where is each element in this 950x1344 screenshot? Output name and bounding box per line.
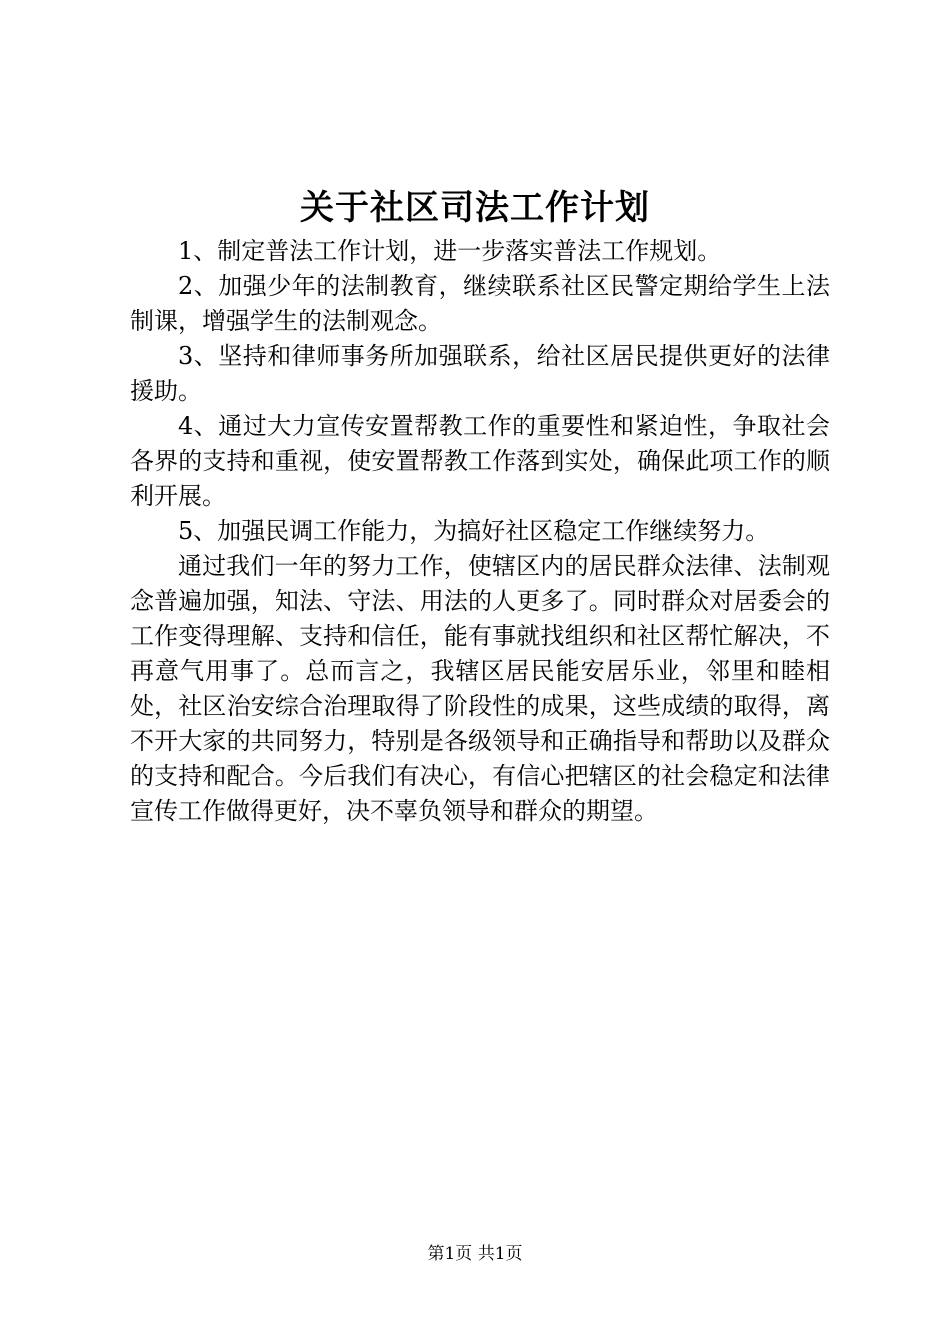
paragraph-item-2: 2、加强少年的法制教育，继续联系社区民警定期给学生上法制课，增强学生的法制观念。 — [130, 272, 830, 335]
document-title: 关于社区司法工作计划 — [300, 188, 650, 228]
summary-paragraph: 通过我们一年的努力工作，使辖区内的居民群众法律、法制观念普遍加强，知法、守法、用法的人更多了。同时群众对居委会的工作变得理解、支持和信任，能有事就找组织和社区帮忙解决，不再意气用事了。总而言之，我辖区居民能安居乐业，邻里和睦相处，社区治安综合治理取得了阶段性的成果，这些成绩的取得，离不开大家的共同努力，特别是各级领导和正确指导和帮助以及群众的支持和配合。今后我们有决心，有信心把辖区的社会稳定和法律宣传工作做得更好，决不辜负领导和群众的期望。 — [130, 552, 830, 825]
paragraph-item-1: 1、制定普法工作计划，进一步落实普法工作规划。 — [178, 237, 722, 265]
page-footer: 第1页 共1页 — [427, 1244, 523, 1264]
paragraph-item-3: 3、坚持和律师事务所加强联系，给社区居民提供更好的法律援助。 — [130, 342, 830, 405]
document-body — [130, 234, 830, 829]
paragraph-item-5: 5、加强民调工作能力，为搞好社区稳定工作继续努力。 — [178, 517, 770, 545]
paragraph-item-4: 4、通过大力宣传安置帮教工作的重要性和紧迫性，争取社会各界的支持和重视，使安置帮教工作落到实处，确保此项工作的顺利开展。 — [130, 412, 830, 510]
